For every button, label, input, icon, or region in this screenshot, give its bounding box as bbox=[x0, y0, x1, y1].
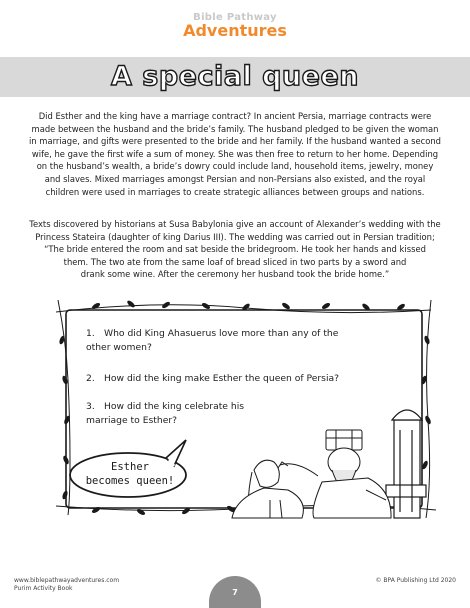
paragraph-line: Texts discovered by historians at Susa Babylonia give an account of Alexander’s wedding with the bbox=[29, 219, 441, 229]
history-paragraph bbox=[26, 218, 444, 281]
logo-top-text: Bible Pathway bbox=[193, 12, 277, 23]
paragraph-line: wife, he gave the first wife a sum of money. She was then free to return to her home. Depending bbox=[31, 148, 439, 159]
footer-copyright: © BPA Publishing Ltd 2020 bbox=[375, 577, 456, 584]
footer-book-title: Purim Activity Book bbox=[14, 585, 73, 592]
paragraph-line: Princess Stateira (daughter of king Darius III). The wedding was carried out in Persian tradition; bbox=[35, 231, 435, 242]
question-3 bbox=[86, 400, 286, 427]
paragraph-line: them. The two ate from the same loaf of bread sliced in two parts by a sword and bbox=[63, 256, 407, 267]
paragraph-line: Did Esther and the king have a marriage contract? In ancient Persia, marriage contracts were bbox=[38, 111, 432, 121]
throne bbox=[386, 410, 426, 518]
esther-figure bbox=[232, 460, 303, 518]
intro-paragraph bbox=[26, 110, 444, 198]
paragraph-line: on the husband’s wealth, a bride’s dowry could include land, household items, jewelry, money bbox=[36, 161, 434, 172]
question-1 bbox=[86, 327, 356, 354]
question-number: 2. bbox=[86, 373, 95, 384]
paragraph-line: in marriage, and gifts were presented to the bride and her family. If the husband wanted a second bbox=[28, 136, 441, 147]
paragraph-line: and slaves. Mixed marriages amongst Persian and non-Persians also existed, and the royal bbox=[44, 173, 426, 184]
paragraph-line: drank some wine. After the ceremony her husband took the bride home.” bbox=[80, 269, 390, 280]
footer-website[interactable]: www.biblepathwayadventures.com bbox=[14, 577, 120, 584]
page-number: 7 bbox=[232, 588, 238, 597]
question-number: 3. bbox=[86, 401, 95, 412]
logo bbox=[0, 12, 470, 40]
paragraph-line: “The bride entered the room and sat beside the bridegroom. He took her hands and kissed bbox=[44, 244, 426, 255]
speech-bubble bbox=[80, 460, 180, 488]
question-text: Who did King Ahasuerus love more than any of the other women? bbox=[86, 328, 339, 353]
footer-left bbox=[14, 577, 119, 593]
question-number: 1. bbox=[86, 328, 95, 339]
page-title: A special queen bbox=[110, 61, 360, 92]
question-text: How did the king make Esther the queen of Persia? bbox=[104, 373, 340, 384]
paragraph-line: children were used in marriages to create strategic alliances between groups and nations. bbox=[45, 186, 425, 197]
question-2 bbox=[86, 372, 339, 386]
speech-bubble-line: becomes queen! bbox=[85, 475, 175, 487]
speech-bubble-line: Esther bbox=[111, 461, 149, 473]
logo-main-text: Adventures bbox=[183, 21, 287, 40]
paragraph-line: made between the husband and the bride’s family. The husband pledged to be given the woman bbox=[31, 123, 439, 134]
question-text: How did the king celebrate his marriage to Esther? bbox=[86, 401, 245, 426]
